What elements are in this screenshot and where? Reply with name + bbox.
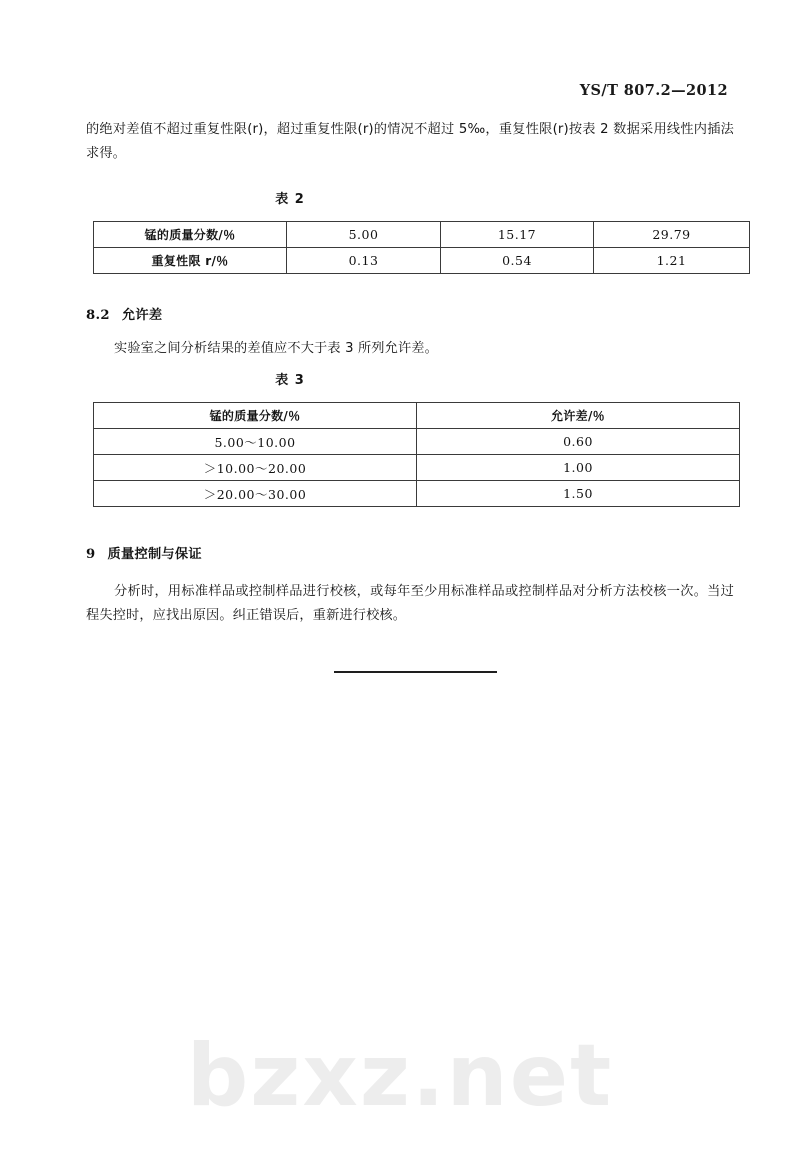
page-header-standard-number: YS/T 807.2—2012 (579, 82, 728, 99)
section-9-number: 9 (86, 547, 96, 562)
table3-header-0: 锰的质量分数/％ (94, 403, 417, 429)
table2-row1-value0: 0.13 (287, 248, 441, 274)
table2-row1-label: 重复性限 r/％ (94, 248, 287, 274)
spacer (86, 562, 734, 580)
table2-row0-label: 锰的质量分数/％ (94, 222, 287, 248)
end-of-text-rule-container (86, 658, 734, 677)
table3-row0-col1: 0.60 (417, 429, 740, 455)
spacer (86, 274, 734, 304)
table-row (94, 248, 750, 274)
table2-row0-value2: 29.79 (594, 222, 750, 248)
end-of-text-rule (334, 671, 497, 673)
table-row (94, 222, 750, 248)
intro-paragraph: 的绝对差值不超过重复性限(r)，超过重复性限(r)的情况不超过 5‰，重复性限(r)按表 2 数据采用线性内插法求得。 (86, 122, 734, 161)
table2-row1-value1: 0.54 (441, 248, 594, 274)
spacer (86, 207, 734, 221)
section-8-2-number: 8.2 (86, 308, 110, 323)
table2-row1-value2: 1.21 (594, 248, 750, 274)
section-heading-8-2 (86, 304, 734, 323)
table-row (94, 481, 740, 507)
table2-caption: 表 2 (275, 192, 305, 207)
table2-row0-value0: 5.00 (287, 222, 441, 248)
table2-row0-value1: 15.17 (441, 222, 594, 248)
section-9-title: 质量控制与保证 (107, 547, 202, 562)
table3-row1-col0: ＞10.00～20.00 (94, 455, 417, 481)
spacer (86, 166, 734, 188)
table3-row0-col0: 5.00～10.00 (94, 429, 417, 455)
table-3 (93, 402, 740, 507)
spacer (86, 628, 734, 658)
section-8-2-title: 允许差 (121, 308, 163, 323)
spacer (86, 507, 734, 543)
table3-header-1: 允许差/％ (417, 403, 740, 429)
table-row (94, 455, 740, 481)
section-8-2-paragraph: 实验室之间分析结果的差值应不大于表 3 所列允许差。 (114, 341, 438, 356)
table3-row1-col1: 1.00 (417, 455, 740, 481)
table-2 (93, 221, 750, 274)
table-row (94, 429, 740, 455)
section-9-paragraph: 分析时，用标准样品或控制样品进行校核，或每年至少用标准样品或控制样品对分析方法校核一次。当过程失控时，应找出原因。纠正错误后，重新进行校核。 (86, 584, 734, 623)
spacer (86, 388, 734, 402)
table3-row2-col1: 1.50 (417, 481, 740, 507)
spacer (86, 361, 734, 369)
spacer (86, 323, 734, 337)
table3-row2-col0: ＞20.00～30.00 (94, 481, 417, 507)
watermark-text: bzxz.net (186, 1026, 614, 1126)
table3-caption: 表 3 (275, 373, 305, 388)
table-header-row (94, 403, 740, 429)
document-content (86, 118, 734, 677)
section-heading-9 (86, 543, 734, 562)
